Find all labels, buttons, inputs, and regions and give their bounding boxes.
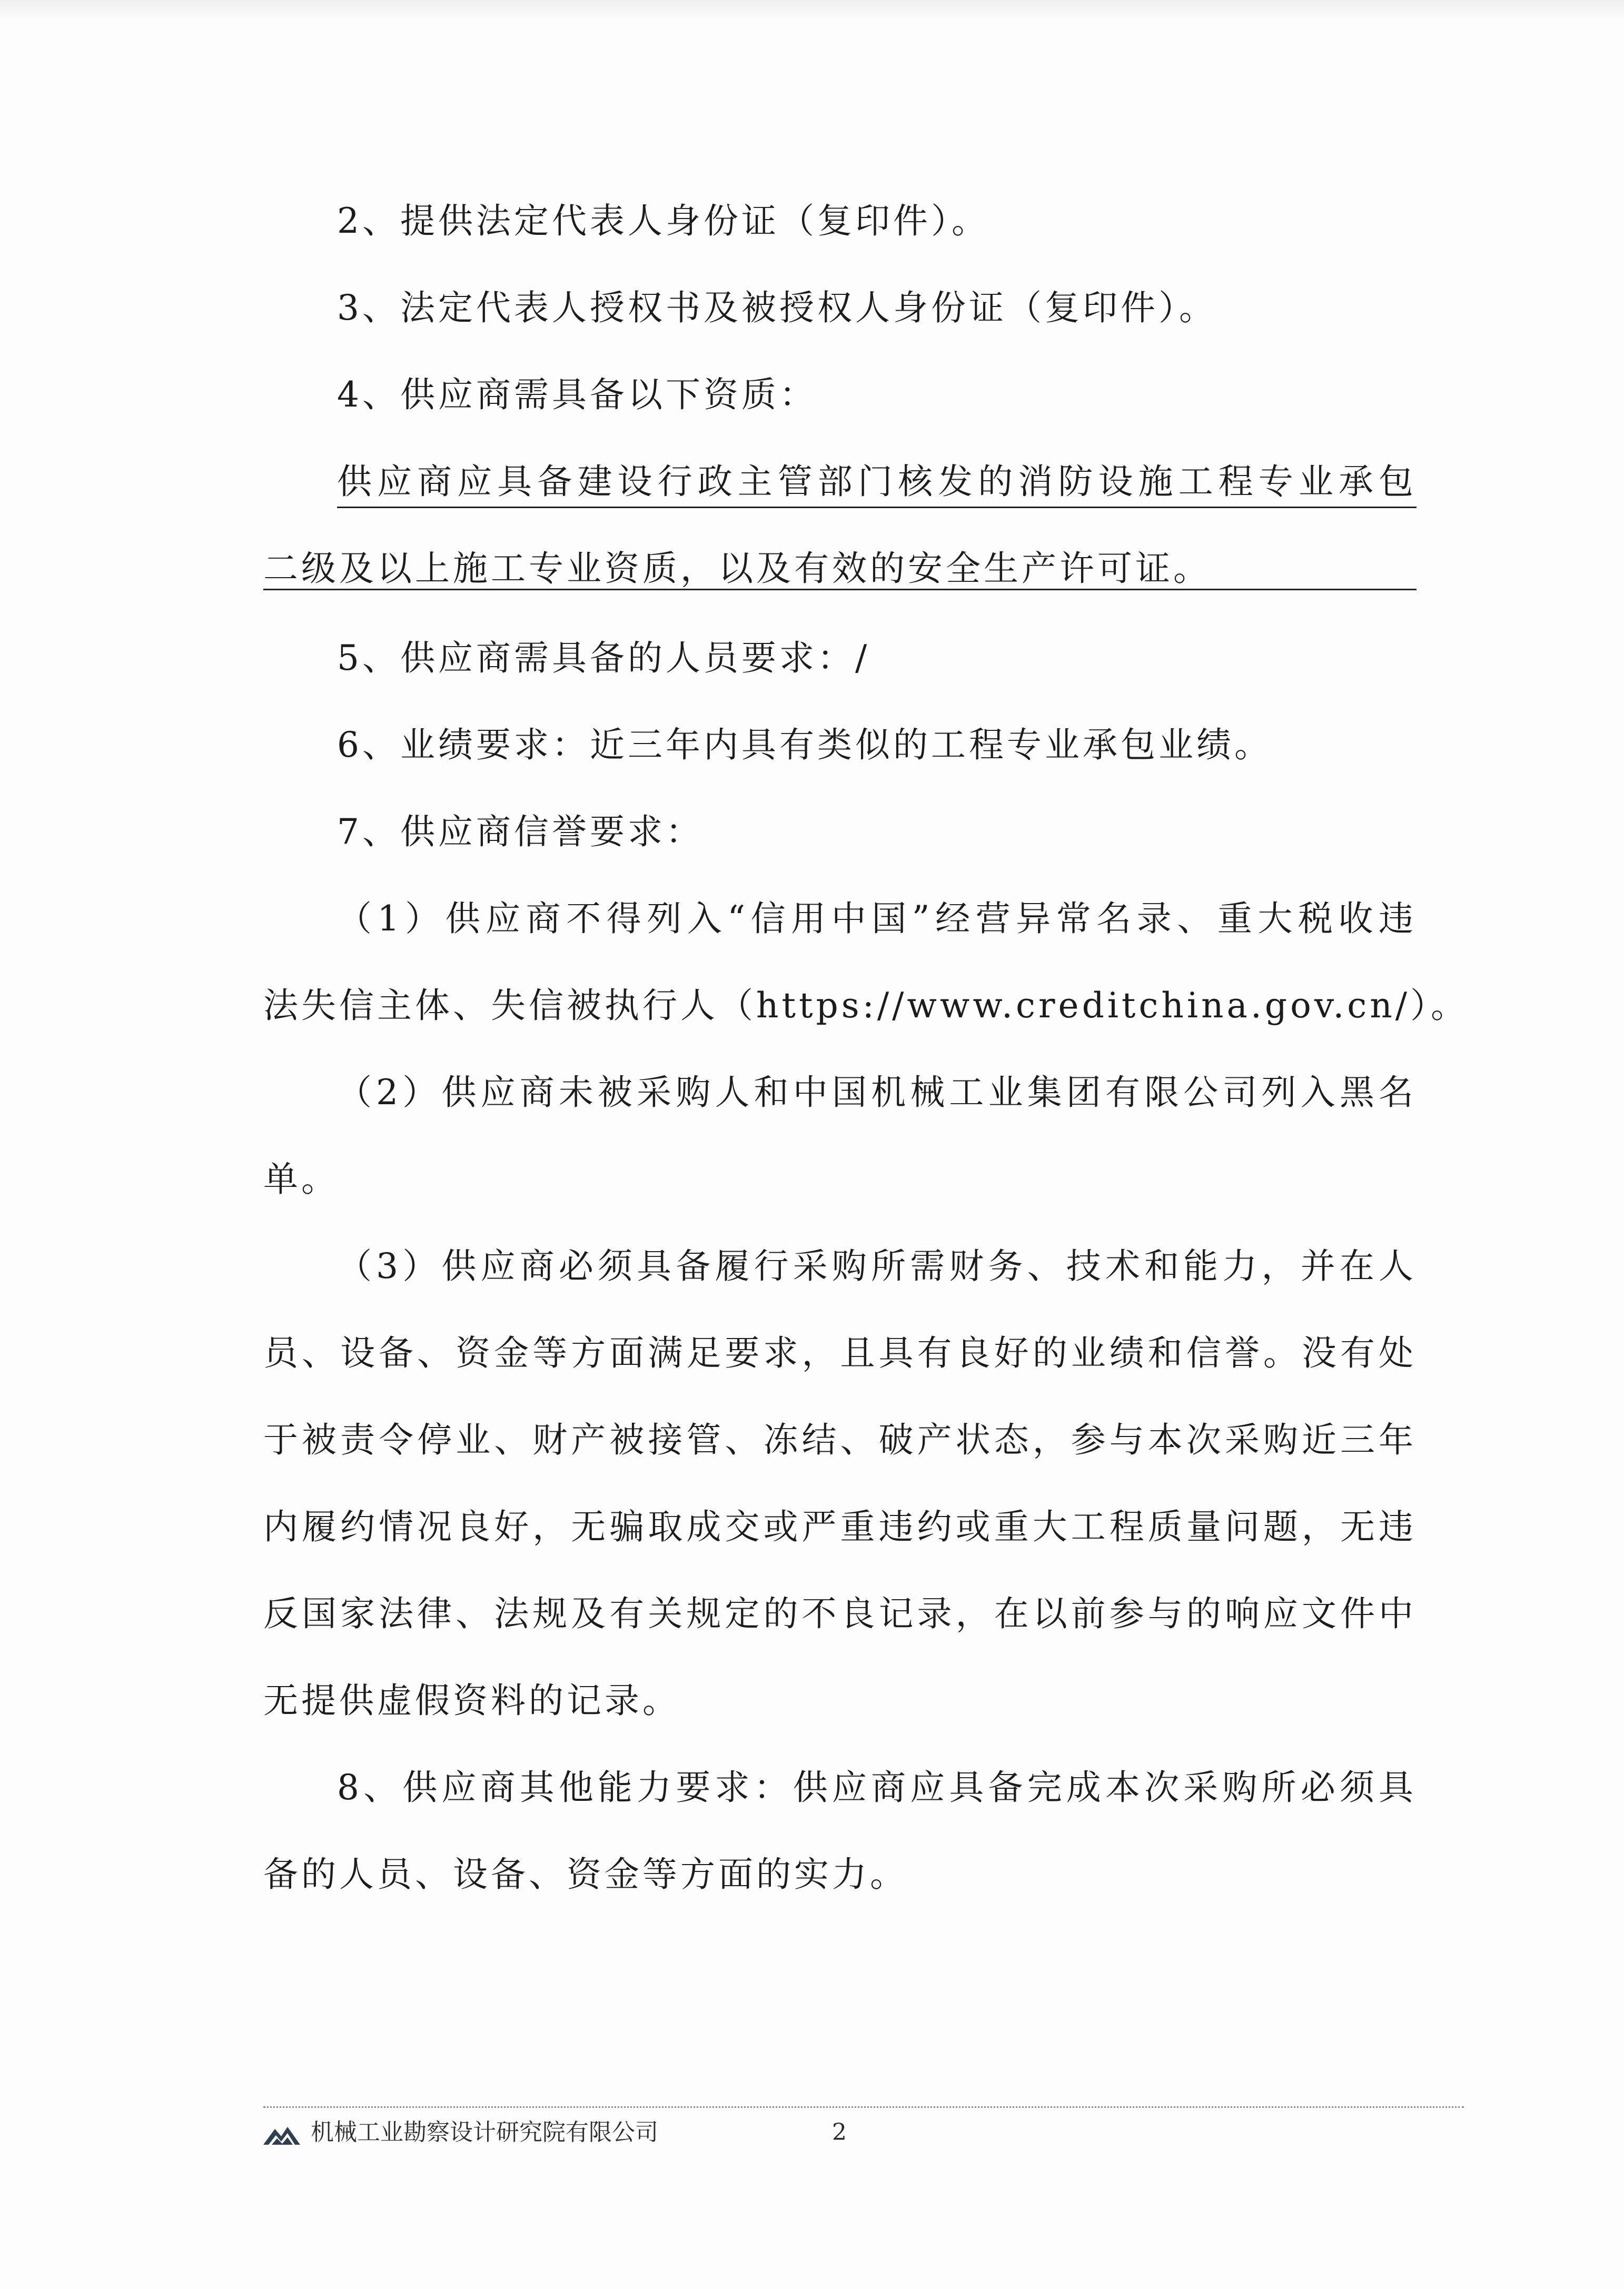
mountain-logo-icon [263,2125,300,2146]
paragraph-3: 3、法定代表人授权书及被授权人身份证（复印件）。 [337,288,1217,328]
footer-divider [263,2106,1464,2108]
credit-item-2-line-2: 单。 [263,1159,339,1200]
credit-item-3-line-2: 员、设备、资金等方面满足要求，且具有良好的业绩和信誉。没有处 [263,1333,1417,1373]
credit-item-2-line-1: （2）供应商未被采购人和中国机械工业集团有限公司列入黑名 [337,1072,1417,1113]
credit-item-3-line-6: 无提供虚假资料的记录。 [263,1680,680,1721]
paragraph-2: 2、提供法定代表人身份证（复印件）。 [337,201,989,241]
scan-edge [0,0,1624,21]
qualification-line-1: 供应商应具备建设行政主管部门核发的消防设施工程专业承包 [337,461,1417,502]
paragraph-8-line-1: 8、供应商其他能力要求：供应商应具备完成本次采购所必须具 [337,1767,1417,1808]
paragraph-7: 7、供应商信誉要求： [337,811,704,852]
credit-item-1-line-2: 法失信主体、失信被执行人（https://www.creditchina.gov.cn/）。 [263,985,1469,1026]
credit-item-1-line-1: （1）供应商不得列入“信用中国”经营异常名录、重大税收违 [337,898,1417,939]
paragraph-8-line-2: 备的人员、设备、资金等方面的实力。 [263,1854,908,1895]
footer-company-name: 机械工业勘察设计研究院有限公司 [311,2119,658,2146]
credit-item-3-line-3: 于被责令停业、财产被接管、冻结、破产状态，参与本次采购近三年 [263,1420,1417,1460]
paragraph-4: 4、供应商需具备以下资质： [337,374,817,415]
credit-item-3-line-5: 反国家法律、法规及有关规定的不良记录，在以前参与的响应文件中 [263,1593,1417,1634]
page-number: 2 [832,2119,847,2146]
qualification-underline-2 [263,589,1417,590]
qualification-line-2: 二级及以上施工专业资质，以及有效的安全生产许可证。 [263,548,1211,589]
credit-item-3-line-4: 内履约情况良好，无骗取成交或严重违约或重大工程质量问题，无违 [263,1507,1417,1547]
paragraph-5: 5、供应商需具备的人员要求：/ [337,638,870,678]
paragraph-6: 6、业绩要求：近三年内具有类似的工程专业承包业绩。 [337,725,1272,765]
qualification-underline-1 [337,507,1417,508]
credit-item-3-line-1: （3）供应商必须具备履行采购所需财务、技术和能力，并在人 [337,1246,1417,1286]
